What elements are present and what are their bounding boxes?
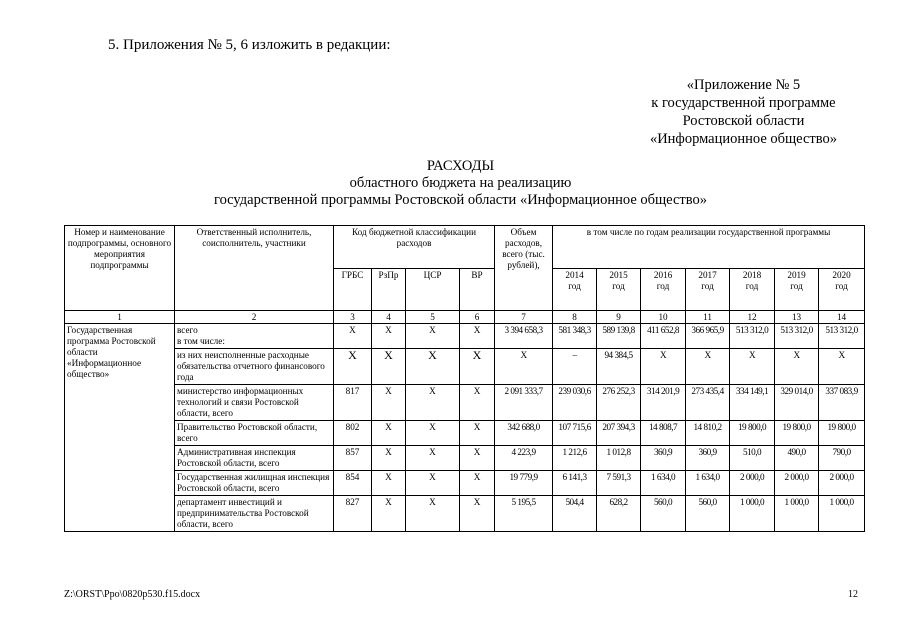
year-2020-cell: 513 312,0 <box>819 324 865 349</box>
year-2020-cell: 19 800,0 <box>819 421 865 446</box>
year-2018-cell: 1 000,0 <box>730 496 775 532</box>
intro-text: 5. Приложения № 5, 6 изложить в редакции: <box>108 37 391 53</box>
document-heading <box>0 158 905 209</box>
year-2015-cell: 7 591,3 <box>597 471 641 496</box>
grbs-cell: 854 <box>334 471 372 496</box>
executor-cell: Правительство Ростовской области, всего <box>175 421 334 446</box>
column-number: 4 <box>372 311 406 324</box>
year-2016-cell: X <box>641 349 686 385</box>
year-2020-cell: 337 083,9 <box>819 385 865 421</box>
heading-subtitle-1: областного бюджета на реализацию <box>349 175 572 191</box>
year-2017-cell: 360,9 <box>686 446 730 471</box>
year-2019-cell: 2 000,0 <box>775 471 819 496</box>
year-2019-cell: X <box>775 349 819 385</box>
header-year-2020 <box>819 269 865 311</box>
vr-cell: X <box>460 471 495 496</box>
file-path-footer: Z:\ORST\Ppo\0820p530.f15.docx <box>64 589 201 600</box>
total-cell: 342 688,0 <box>495 421 553 446</box>
year-unit: год <box>745 281 759 291</box>
total-cell: 19 779,9 <box>495 471 553 496</box>
rzpr-cell: X <box>372 446 406 471</box>
year-unit: год <box>656 281 670 291</box>
year-2016-cell: 314 201,9 <box>641 385 686 421</box>
grbs-cell: 857 <box>334 446 372 471</box>
page-number: 12 <box>848 589 858 600</box>
year-value: 2015 <box>609 270 628 280</box>
grbs-cell: X <box>334 324 372 349</box>
total-cell: 2 091 333,7 <box>495 385 553 421</box>
year-unit: год <box>612 281 625 291</box>
year-2019-cell: 1 000,0 <box>775 496 819 532</box>
year-2016-cell: 1 634,0 <box>641 471 686 496</box>
year-unit: год <box>835 281 848 291</box>
year-2015-cell: 276 252,3 <box>597 385 641 421</box>
csr-cell: X <box>406 349 460 385</box>
year-2014-cell: 239 030,6 <box>553 385 597 421</box>
year-2014-cell: – <box>553 349 597 385</box>
column-number: 12 <box>730 311 775 324</box>
header-year-2018 <box>730 269 775 311</box>
table-row <box>65 421 865 446</box>
year-2014-cell: 504,4 <box>553 496 597 532</box>
executor-cell: Административная инспекция Ростовской области, всего <box>175 446 334 471</box>
vr-cell: X <box>460 421 495 446</box>
rzpr-cell: X <box>372 471 406 496</box>
rzpr-cell: X <box>372 324 406 349</box>
year-2015-cell: 589 139,8 <box>597 324 641 349</box>
year-2015-cell: 628,2 <box>597 496 641 532</box>
grbs-cell: 817 <box>334 385 372 421</box>
grbs-cell: X <box>334 349 372 385</box>
total-cell: 3 394 658,3 <box>495 324 553 349</box>
program-name-cell: Государственная программа Ростовской области «Информационное общество» <box>65 324 175 532</box>
year-2018-cell: 2 000,0 <box>730 471 775 496</box>
year-2017-cell: 273 435,4 <box>686 385 730 421</box>
year-2020-cell: 1 000,0 <box>819 496 865 532</box>
column-number: 7 <box>495 311 553 324</box>
header-row-1 <box>65 226 865 269</box>
table-row <box>65 324 865 349</box>
year-2014-cell: 581 348,3 <box>553 324 597 349</box>
header-volume: Объем расходов, всего (тыс. рублей), <box>495 226 553 311</box>
header-years: в том числе по годам реализации государственной программы <box>553 226 865 269</box>
heading-title: РАСХОДЫ <box>426 158 495 174</box>
column-number: 14 <box>819 311 865 324</box>
total-cell: 4 223,9 <box>495 446 553 471</box>
year-2020-cell: 2 000,0 <box>819 471 865 496</box>
year-2020-cell: X <box>819 349 865 385</box>
year-2016-cell: 560,0 <box>641 496 686 532</box>
heading-subtitle-2: государственной программы Ростовской области «Информационное общество» <box>213 192 707 208</box>
year-2014-cell: 107 715,6 <box>553 421 597 446</box>
year-2018-cell: 510,0 <box>730 446 775 471</box>
year-2015-cell: 1 012,8 <box>597 446 641 471</box>
csr-cell: X <box>406 324 460 349</box>
total-cell: X <box>495 349 553 385</box>
year-2018-cell: 513 312,0 <box>730 324 775 349</box>
year-unit: год <box>568 281 581 291</box>
year-2017-cell: 14 810,2 <box>686 421 730 446</box>
column-number: 5 <box>406 311 460 324</box>
year-2015-cell: 94 384,5 <box>597 349 641 385</box>
executor-cell: Государственная жилищная инспекция Ростовской области, всего <box>175 471 334 496</box>
header-executor: Ответственный исполнитель, соисполнитель, участники <box>175 226 334 311</box>
year-unit: год <box>790 281 803 291</box>
rzpr-cell: X <box>372 349 406 385</box>
table-row <box>65 446 865 471</box>
year-2018-cell: 19 800,0 <box>730 421 775 446</box>
header-year-2016 <box>641 269 686 311</box>
executor-cell: департамент инвестиций и предпринимательства Ростовской области, всего <box>175 496 334 532</box>
table-row <box>65 471 865 496</box>
column-number: 2 <box>175 311 334 324</box>
executor-cell <box>175 324 334 349</box>
header-year-2014 <box>553 269 597 311</box>
year-2019-cell: 329 014,0 <box>775 385 819 421</box>
column-number: 8 <box>553 311 597 324</box>
executor-label: всего <box>177 325 198 335</box>
column-number: 9 <box>597 311 641 324</box>
year-2019-cell: 513 312,0 <box>775 324 819 349</box>
year-2020-cell: 790,0 <box>819 446 865 471</box>
year-unit: год <box>701 281 714 291</box>
year-value: 2014 <box>565 270 584 280</box>
header-year-2017 <box>686 269 730 311</box>
grbs-cell: 802 <box>334 421 372 446</box>
year-2018-cell: 334 149,1 <box>730 385 775 421</box>
appendix-line-4: «Информационное общество» <box>649 131 837 147</box>
grbs-cell: 827 <box>334 496 372 532</box>
csr-cell: X <box>406 496 460 532</box>
table-row <box>65 385 865 421</box>
total-cell: 5 195,5 <box>495 496 553 532</box>
executor-cell: из них неисполненные расходные обязательства отчетного финансового года <box>175 349 334 385</box>
rzpr-cell: X <box>372 421 406 446</box>
expenses-table <box>64 225 865 532</box>
year-2015-cell: 207 394,3 <box>597 421 641 446</box>
column-number: 6 <box>460 311 495 324</box>
vr-cell: X <box>460 496 495 532</box>
year-value: 2019 <box>787 270 806 280</box>
year-2019-cell: 490,0 <box>775 446 819 471</box>
year-2019-cell: 19 800,0 <box>775 421 819 446</box>
year-2014-cell: 6 141,3 <box>553 471 597 496</box>
year-2014-cell: 1 212,6 <box>553 446 597 471</box>
table-row <box>65 349 865 385</box>
year-2017-cell: 366 965,9 <box>686 324 730 349</box>
header-grbs: ГРБС <box>334 269 372 311</box>
vr-cell: X <box>460 446 495 471</box>
table-row <box>65 496 865 532</box>
year-2016-cell: 411 652,8 <box>641 324 686 349</box>
year-value: 2020 <box>832 270 851 280</box>
year-value: 2017 <box>698 270 717 280</box>
appendix-note <box>650 76 837 148</box>
csr-cell: X <box>406 421 460 446</box>
vr-cell: X <box>460 324 495 349</box>
year-2016-cell: 14 808,7 <box>641 421 686 446</box>
column-number: 10 <box>641 311 686 324</box>
year-2017-cell: 1 634,0 <box>686 471 730 496</box>
executor-subnote: в том числе: <box>177 336 225 346</box>
csr-cell: X <box>406 446 460 471</box>
year-2018-cell: X <box>730 349 775 385</box>
header-year-2015 <box>597 269 641 311</box>
column-number: 3 <box>334 311 372 324</box>
header-vr: ВР <box>460 269 495 311</box>
executor-cell: министерство информационных технологий и связи Ростовской области, всего <box>175 385 334 421</box>
header-rzpr: РзПр <box>372 269 406 311</box>
header-csr: ЦСР <box>406 269 460 311</box>
rzpr-cell: X <box>372 496 406 532</box>
appendix-line-1: «Приложение № 5 <box>686 77 801 93</box>
column-number: 1 <box>65 311 175 324</box>
vr-cell: X <box>460 349 495 385</box>
csr-cell: X <box>406 385 460 421</box>
year-2017-cell: 560,0 <box>686 496 730 532</box>
column-number: 13 <box>775 311 819 324</box>
column-number-row <box>65 311 865 324</box>
csr-cell: X <box>406 471 460 496</box>
appendix-line-3: Ростовской области <box>682 113 805 129</box>
year-2017-cell: X <box>686 349 730 385</box>
vr-cell: X <box>460 385 495 421</box>
appendix-line-2: к государственной программе <box>651 95 836 111</box>
year-value: 2018 <box>742 270 762 280</box>
year-2016-cell: 360,9 <box>641 446 686 471</box>
column-number: 11 <box>686 311 730 324</box>
rzpr-cell: X <box>372 385 406 421</box>
header-year-2019 <box>775 269 819 311</box>
year-value: 2016 <box>653 270 673 280</box>
header-name: Номер и наименование подпрограммы, основного мероприятия подпрограммы <box>65 226 175 311</box>
header-budget-code: Код бюджетной классификации расходов <box>334 226 495 269</box>
